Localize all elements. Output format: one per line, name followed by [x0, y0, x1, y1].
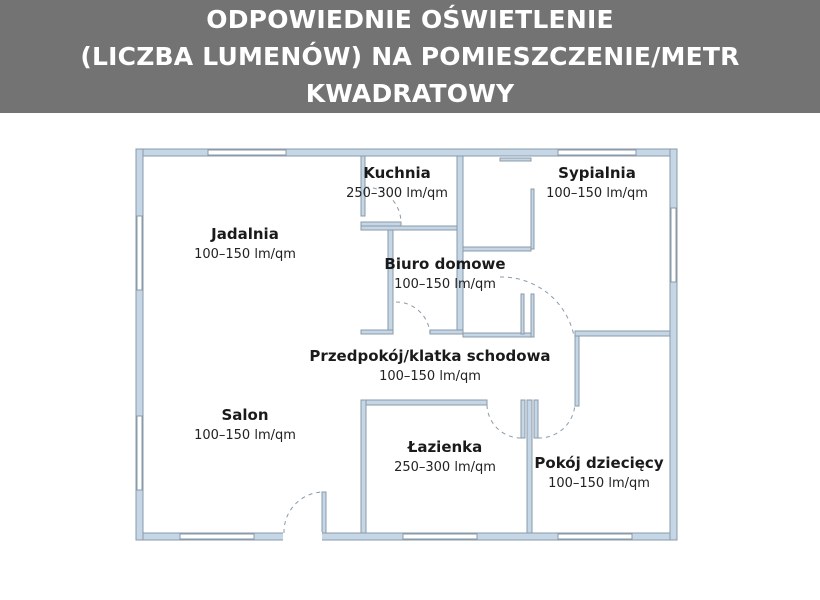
room-lazienka [394, 437, 496, 479]
wall-kitchen-office-right [457, 156, 463, 334]
lumen-value: 250–300 lm/qm [394, 460, 496, 475]
room-salon [194, 405, 296, 447]
closet-wall-shelf [463, 247, 531, 251]
closet-door-right [531, 294, 534, 337]
door-jamb-left [521, 400, 525, 438]
room-sypialnia [546, 163, 648, 205]
room-name: Sypialnia [558, 164, 636, 182]
window-top-2 [558, 150, 636, 155]
entry-wall [322, 492, 326, 533]
bedroom-door-swing [500, 277, 574, 336]
closet-door-slider [500, 158, 531, 161]
window-bottom-1 [180, 534, 254, 539]
room-name: Salon [221, 406, 269, 424]
lumen-value: 100–150 lm/qm [379, 369, 481, 384]
bathroom-wall-top [361, 400, 487, 405]
lumen-value: 250–300 lm/qm [346, 186, 448, 201]
room-pokoj-dzieciecy [534, 453, 663, 495]
closet-door-left [521, 294, 524, 334]
office-door-swing [396, 302, 430, 334]
room-name: Biuro domowe [384, 255, 506, 273]
bathroom-wall-right [527, 400, 532, 533]
window-right-1 [671, 208, 676, 282]
window-bottom-3 [558, 534, 632, 539]
entry-gap [283, 532, 322, 541]
lumen-value: 100–150 lm/qm [548, 476, 650, 491]
bathroom-wall-left [361, 400, 366, 533]
window-bottom-2 [403, 534, 477, 539]
title-line-3: KWADRATOWY [305, 79, 515, 108]
window-left-2 [137, 416, 142, 490]
room-name: Przedpokój/klatka schodowa [309, 347, 551, 365]
window-left-1 [137, 216, 142, 290]
room-name: Kuchnia [363, 164, 431, 182]
lumen-value: 100–150 lm/qm [546, 186, 648, 201]
kids-door-swing [538, 403, 575, 438]
room-przedpokoj [309, 346, 550, 388]
kitchen-wall-bottom [361, 226, 457, 230]
closet-wall-right [531, 189, 534, 249]
kids-wall-top-left [575, 336, 579, 406]
lumen-value: 100–150 lm/qm [394, 277, 496, 292]
office-wall-bottom-left [361, 330, 393, 334]
room-kuchnia [346, 163, 448, 205]
window-top-1 [208, 150, 286, 155]
bedroom-wall-bottom [575, 331, 670, 336]
lumen-value: 100–150 lm/qm [194, 247, 296, 262]
room-biuro-domowe [384, 254, 505, 296]
door-jamb-right [534, 400, 538, 438]
title-line-2: (LICZBA LUMENÓW) NA POMIESZCZENIE/METR [80, 42, 740, 71]
entry-door-swing [284, 492, 322, 533]
office-wall-bottom-mid [430, 330, 463, 334]
room-name: Jadalnia [211, 225, 279, 243]
title-line-1: ODPOWIEDNIE OŚWIETLENIE [206, 5, 614, 34]
room-jadalnia [194, 224, 296, 266]
bathroom-door-swing [487, 405, 521, 438]
lumen-value: 100–150 lm/qm [194, 428, 296, 443]
room-name: Łazienka [407, 438, 483, 456]
room-name: Pokój dziecięcy [534, 454, 664, 472]
